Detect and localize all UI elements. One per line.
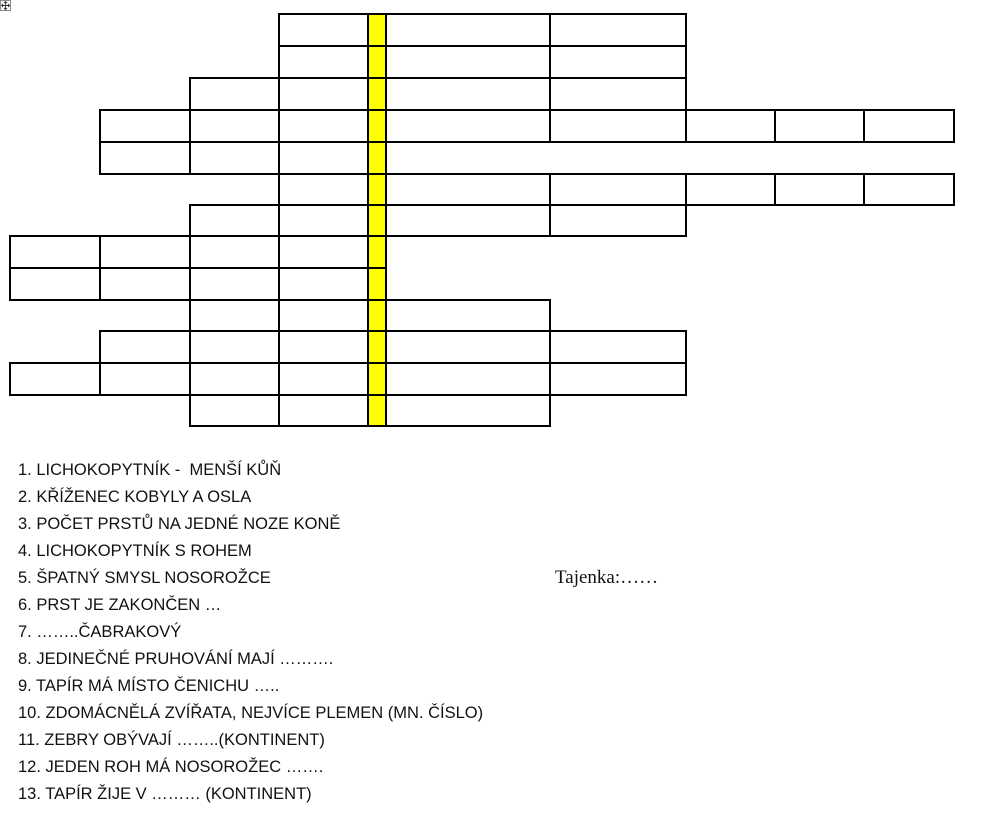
crossword-cell[interactable] [278,77,369,111]
crossword-cell[interactable] [99,362,191,396]
clue-4: 4. LICHOKOPYTNÍK S ROHEM [18,542,252,560]
crossword-cell[interactable] [549,45,687,79]
crossword-cell[interactable] [385,45,551,79]
secret-cell[interactable] [367,77,387,111]
clue-6: 6. PRST JE ZAKONČEN … [18,596,222,614]
tajenka-answer: Tajenka:…… [555,567,659,588]
crossword-cell[interactable] [685,173,776,206]
crossword-cell[interactable] [549,362,687,396]
crossword-cell[interactable] [549,77,687,111]
crossword-cell[interactable] [278,394,369,427]
crossword-cell[interactable] [278,13,369,47]
crossword-cell[interactable] [549,330,687,364]
crossword-cell[interactable] [189,299,280,332]
clue-1: 1. LICHOKOPYTNÍK - MENŠÍ KŮŇ [18,461,282,479]
crossword-cell[interactable] [385,77,551,111]
secret-cell[interactable] [367,13,387,47]
crossword-cell[interactable] [549,109,687,143]
clue-7: 7. ……..ČABRAKOVÝ [18,623,182,641]
crossword-cell[interactable] [385,362,551,396]
crossword-cell[interactable] [189,235,280,269]
clue-5: 5. ŠPATNÝ SMYSL NOSOROŽCE [18,569,271,587]
crossword-cell[interactable] [385,204,551,237]
crossword-cell[interactable] [549,13,687,47]
secret-cell[interactable] [367,394,387,427]
crossword-cell[interactable] [99,267,191,301]
clue-list [18,457,483,808]
crossword-cell[interactable] [385,109,551,143]
crossword-cell[interactable] [278,109,369,143]
crossword-cell[interactable] [189,109,280,143]
crossword-cell[interactable] [385,394,551,427]
secret-cell[interactable] [367,204,387,237]
clue-2: 2. KŘÍŽENEC KOBYLY A OSLA [18,488,252,506]
secret-cell[interactable] [367,109,387,143]
secret-cell[interactable] [367,362,387,396]
crossword-cell[interactable] [189,141,280,175]
clue-10: 10. ZDOMÁCNĚLÁ ZVÍŘATA, NEJVÍCE PLEMEN (MN. ČÍSLO) [18,704,484,722]
crossword-cell[interactable] [189,204,280,237]
crossword-cell[interactable] [385,173,551,206]
crossword-cell[interactable] [278,45,369,79]
crossword-cell[interactable] [189,77,280,111]
crossword-cell[interactable] [99,235,191,269]
crossword-cell[interactable] [278,235,369,269]
clue-11: 11. ZEBRY OBÝVAJÍ ……..(KONTINENT) [18,731,325,749]
crossword-cell[interactable] [99,141,191,175]
crossword-cell[interactable] [278,141,369,175]
clue-9: 9. TAPÍR MÁ MÍSTO ČENICHU ….. [18,677,280,695]
secret-cell[interactable] [367,299,387,332]
crossword-cell[interactable] [278,362,369,396]
crossword-cell[interactable] [385,13,551,47]
crossword-cell[interactable] [278,299,369,332]
crossword-cell[interactable] [863,109,955,143]
clue-8: 8. JEDINEČNÉ PRUHOVÁNÍ MAJÍ ………. [18,650,334,668]
crossword-cell[interactable] [189,362,280,396]
crossword-cell[interactable] [863,173,955,206]
crossword-cell[interactable] [9,235,101,269]
crossword-cell[interactable] [774,173,865,206]
crossword-cell[interactable] [9,362,101,396]
crossword-cell[interactable] [385,299,551,332]
secret-cell[interactable] [367,45,387,79]
crossword-cell[interactable] [385,330,551,364]
crossword-cell[interactable] [549,204,687,237]
secret-cell[interactable] [367,330,387,364]
secret-cell[interactable] [367,141,387,175]
crossword-cell[interactable] [774,109,865,143]
clue-3: 3. POČET PRSTŮ NA JEDNÉ NOZE KONĚ [18,515,341,533]
crossword-cell[interactable] [685,109,776,143]
secret-cell[interactable] [367,267,387,301]
crossword-cell[interactable] [189,394,280,427]
crossword-cell[interactable] [99,109,191,143]
crossword-cell[interactable] [278,267,369,301]
crossword-cell[interactable] [549,173,687,206]
crossword-cell[interactable] [99,330,191,364]
crossword-cell[interactable] [9,267,101,301]
crossword-cell[interactable] [189,267,280,301]
crossword-cell[interactable] [189,330,280,364]
crossword-cell[interactable] [278,204,369,237]
crossword-cell[interactable] [278,330,369,364]
clue-13: 13. TAPÍR ŽIJE V ……… (KONTINENT) [18,785,312,803]
crossword-cell[interactable] [278,173,369,206]
clue-12: 12. JEDEN ROH MÁ NOSOROŽEC ……. [18,758,324,776]
secret-cell[interactable] [367,235,387,269]
secret-cell[interactable] [367,173,387,206]
